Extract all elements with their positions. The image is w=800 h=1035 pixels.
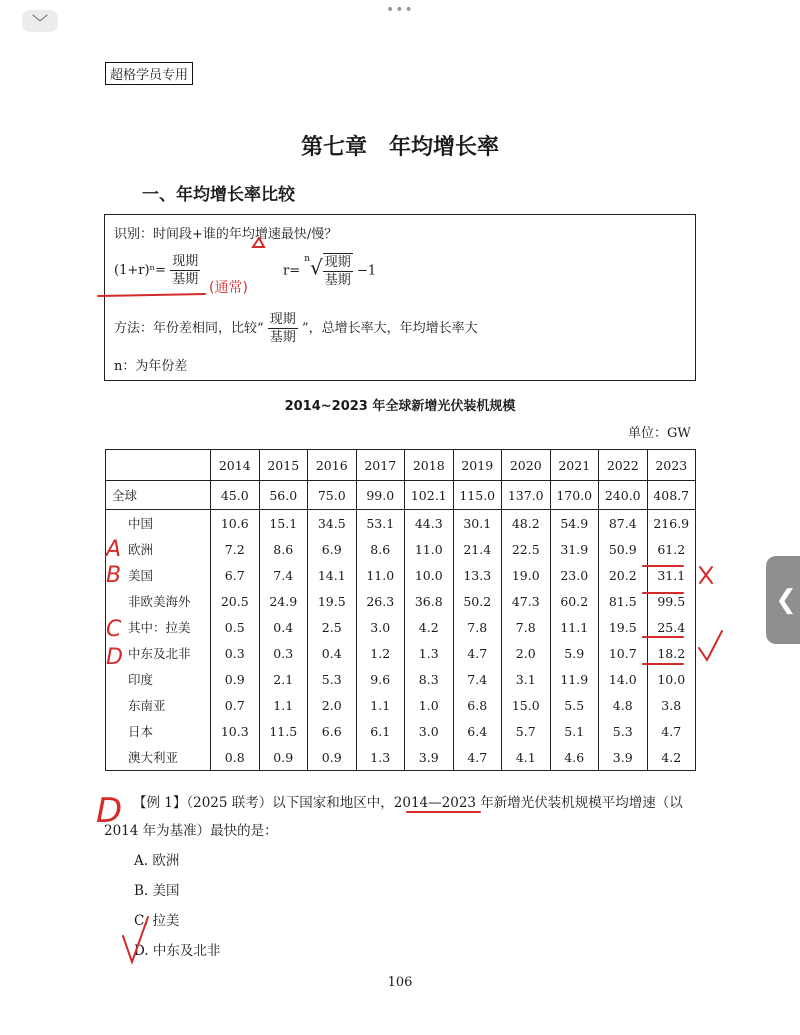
table-cell: 45.0 — [211, 481, 260, 510]
region-name: 欧洲 — [106, 536, 211, 562]
table-cell: 54.9 — [550, 510, 599, 537]
table-cell: 10.0 — [647, 666, 696, 692]
triangle-mark — [253, 238, 264, 247]
chapter-title: 第七章 年均增长率 — [300, 134, 499, 160]
table-cell: 1.3 — [405, 640, 454, 666]
region-name: 中国 — [106, 510, 211, 537]
table-cell: 137.0 — [502, 481, 551, 510]
region-name: 其中：拉美 — [106, 614, 211, 640]
table-cell: 25.4 — [647, 614, 696, 640]
table-cell: 9.6 — [356, 666, 405, 692]
table-cell: 19.0 — [502, 562, 551, 588]
table-cell: 23.0 — [550, 562, 599, 588]
check-mark-table — [699, 631, 722, 660]
table-cell: 8.6 — [259, 536, 308, 562]
cross-mark — [700, 567, 712, 583]
table-cell: 7.4 — [259, 562, 308, 588]
year-header-2014: 2014 — [211, 450, 260, 481]
table-cell: 0.9 — [211, 666, 260, 692]
table-cell: 6.6 — [308, 718, 357, 744]
table-cell: 10.0 — [405, 562, 454, 588]
table-cell: 36.8 — [405, 588, 454, 614]
table-cell: 50.9 — [599, 536, 648, 562]
table-cell: 3.9 — [405, 744, 454, 771]
table-cell: 24.9 — [259, 588, 308, 614]
table-cell: 4.1 — [502, 744, 551, 771]
table-cell: 0.3 — [211, 640, 260, 666]
table-cell: 47.3 — [502, 588, 551, 614]
region-name: 非欧美海外 — [106, 588, 211, 614]
table-cell: 10.7 — [599, 640, 648, 666]
check-mark-answer — [123, 917, 148, 962]
table-cell: 22.5 — [502, 536, 551, 562]
table-cell: 87.4 — [599, 510, 648, 537]
hand-label-a: A — [106, 537, 122, 562]
table-cell: 4.7 — [453, 744, 502, 771]
table-cell: 11.9 — [550, 666, 599, 692]
table-cell: 408.7 — [647, 481, 696, 510]
table-cell: 1.1 — [356, 692, 405, 718]
table-cell: 44.3 — [405, 510, 454, 537]
identify-text: 识别：时间段+谁的年均增速最快/慢？ — [114, 227, 338, 242]
region-name: 全球 — [106, 481, 211, 510]
table-cell: 14.0 — [599, 666, 648, 692]
year-header-2017: 2017 — [356, 450, 405, 481]
table-cell: 1.2 — [356, 640, 405, 666]
table-cell: 102.1 — [405, 481, 454, 510]
table-cell: 0.9 — [308, 744, 357, 771]
table-cell: 48.2 — [502, 510, 551, 537]
option-c[interactable]: C. 拉美 — [134, 913, 180, 929]
option-a[interactable]: A. 欧洲 — [134, 853, 180, 869]
table-cell: 50.2 — [453, 588, 502, 614]
table-cell: 10.6 — [211, 510, 260, 537]
question-line-1: 【例 1】（2025 联考）以下国家和地区中，2014—2023 年新增光伏装机规模平均增速（以 — [133, 795, 683, 811]
table-cell: 10.3 — [211, 718, 260, 744]
table-cell: 5.5 — [550, 692, 599, 718]
table-cell: 3.8 — [647, 692, 696, 718]
table-cell: 6.4 — [453, 718, 502, 744]
table-cell: 240.0 — [599, 481, 648, 510]
table-cell: 0.4 — [259, 614, 308, 640]
year-header-2021: 2021 — [550, 450, 599, 481]
year-header-2019: 2019 — [453, 450, 502, 481]
hand-label-c: C — [106, 617, 122, 642]
table-cell: 20.5 — [211, 588, 260, 614]
page-number: 106 — [387, 975, 413, 990]
table-cell: 115.0 — [453, 481, 502, 510]
table-cell: 14.1 — [308, 562, 357, 588]
table-cell: 4.7 — [453, 640, 502, 666]
table-cell: 2.1 — [259, 666, 308, 692]
hand-label-d: D — [106, 645, 123, 670]
table-cell: 216.9 — [647, 510, 696, 537]
formula-root: r= $^n$√ $\frac{\text{现期}}{\text{基期}}$ −1 — [283, 253, 377, 288]
table-cell: 4.2 — [405, 614, 454, 640]
student-only-stamp: 超格学员专用 — [105, 62, 193, 85]
year-header-2015: 2015 — [259, 450, 308, 481]
table-cell: 61.2 — [647, 536, 696, 562]
n-note: n：为年份差 — [114, 359, 188, 374]
table-cell: 75.0 — [308, 481, 357, 510]
table-cell: 0.3 — [259, 640, 308, 666]
table-cell: 5.3 — [599, 718, 648, 744]
table-cell: 3.0 — [405, 718, 454, 744]
table-cell: 8.3 — [405, 666, 454, 692]
table-cell: 6.9 — [308, 536, 357, 562]
table-cell: 4.2 — [647, 744, 696, 771]
table-cell: 1.1 — [259, 692, 308, 718]
table-cell: 5.1 — [550, 718, 599, 744]
highlight-period: 2014—2023 — [393, 795, 476, 811]
table-cell: 21.4 — [453, 536, 502, 562]
table-cell: 0.4 — [308, 640, 357, 666]
table-cell: 11.0 — [356, 562, 405, 588]
table-cell: 31.1 — [647, 562, 696, 588]
table-cell: 7.2 — [211, 536, 260, 562]
year-header-2020: 2020 — [502, 450, 551, 481]
question-line-2: 2014 年为基准）最快的是： — [104, 823, 278, 839]
option-b[interactable]: B. 美国 — [134, 883, 180, 899]
table-cell: 34.5 — [308, 510, 357, 537]
table-cell: 13.3 — [453, 562, 502, 588]
table-cell: 99.5 — [647, 588, 696, 614]
unit-label: 单位：GW — [628, 426, 691, 441]
table-cell: 56.0 — [259, 481, 308, 510]
region-name: 美国 — [106, 562, 211, 588]
table-cell: 11.1 — [550, 614, 599, 640]
underline-formula — [98, 294, 205, 296]
formula-power: (1+r)ⁿ= $\frac{\text{现期}}{\text{基期}}$ — [114, 254, 199, 287]
table-cell: 99.0 — [356, 481, 405, 510]
table-cell: 7.8 — [502, 614, 551, 640]
region-name: 印度 — [106, 666, 211, 692]
table-cell: 2.0 — [502, 640, 551, 666]
table-cell: 2.5 — [308, 614, 357, 640]
table-cell: 6.8 — [453, 692, 502, 718]
table-cell: 4.7 — [647, 718, 696, 744]
table-cell: 60.2 — [550, 588, 599, 614]
table-cell: 31.9 — [550, 536, 599, 562]
table-cell: 1.3 — [356, 744, 405, 771]
table-cell: 4.6 — [550, 744, 599, 771]
table-cell: 8.6 — [356, 536, 405, 562]
table-cell: 11.5 — [259, 718, 308, 744]
year-header-2018: 2018 — [405, 450, 454, 481]
table-cell: 6.1 — [356, 718, 405, 744]
table-cell: 7.8 — [453, 614, 502, 640]
table-cell: 30.1 — [453, 510, 502, 537]
table-cell: 20.2 — [599, 562, 648, 588]
region-name: 中东及北非 — [106, 640, 211, 666]
section-title: 一、年均增长率比较 — [142, 185, 295, 205]
year-header-2023: 2023 — [647, 450, 696, 481]
table-cell: 4.8 — [599, 692, 648, 718]
table-cell: 3.1 — [502, 666, 551, 692]
table-cell: 1.0 — [405, 692, 454, 718]
table-cell: 15.0 — [502, 692, 551, 718]
formula-fraction: $\frac{\text{现期}}{\text{基期}}$ — [172, 254, 199, 287]
table-cell: 5.3 — [308, 666, 357, 692]
region-name: 东南亚 — [106, 692, 211, 718]
table-cell: 26.3 — [356, 588, 405, 614]
table-cell: 2.0 — [308, 692, 357, 718]
table-cell: 3.9 — [599, 744, 648, 771]
hand-label-b: B — [106, 563, 122, 588]
method-text: 方法：年份差相同，比较“ $\frac{\text{现期}}{\text{基期}}$ ”，总增长率大，年均增长率大 — [114, 312, 478, 345]
table-title: 2014~2023 年全球新增光伏装机规模 — [284, 399, 516, 414]
more-dots-icon[interactable]: ••• — [386, 2, 414, 18]
region-name: 日本 — [106, 718, 211, 744]
table-cell: 15.1 — [259, 510, 308, 537]
option-d[interactable]: D. 中东及北非 — [134, 943, 221, 959]
table-cell: 11.0 — [405, 536, 454, 562]
year-header-2016: 2016 — [308, 450, 357, 481]
table-cell: 0.9 — [259, 744, 308, 771]
chevron-left-icon: ❮ — [775, 585, 797, 615]
table-cell: 19.5 — [599, 614, 648, 640]
year-header-2022: 2022 — [599, 450, 648, 481]
table-cell: 81.5 — [599, 588, 648, 614]
table-cell: 7.4 — [453, 666, 502, 692]
hand-answer-d: D — [96, 791, 123, 831]
table-cell: 19.5 — [308, 588, 357, 614]
table-cell: 170.0 — [550, 481, 599, 510]
table-cell: 5.9 — [550, 640, 599, 666]
table-cell: 5.7 — [502, 718, 551, 744]
table-cell: 3.0 — [356, 614, 405, 640]
table-cell: 53.1 — [356, 510, 405, 537]
table-cell: 6.7 — [211, 562, 260, 588]
table-cell: 18.2 — [647, 640, 696, 666]
table-cell: 0.7 — [211, 692, 260, 718]
handwritten-note: (通常) — [209, 280, 248, 296]
table-cell: 0.8 — [211, 744, 260, 771]
table-cell: 0.5 — [211, 614, 260, 640]
region-name: 澳大利亚 — [106, 744, 211, 771]
chevron-down-icon: ﹀ — [31, 12, 48, 32]
